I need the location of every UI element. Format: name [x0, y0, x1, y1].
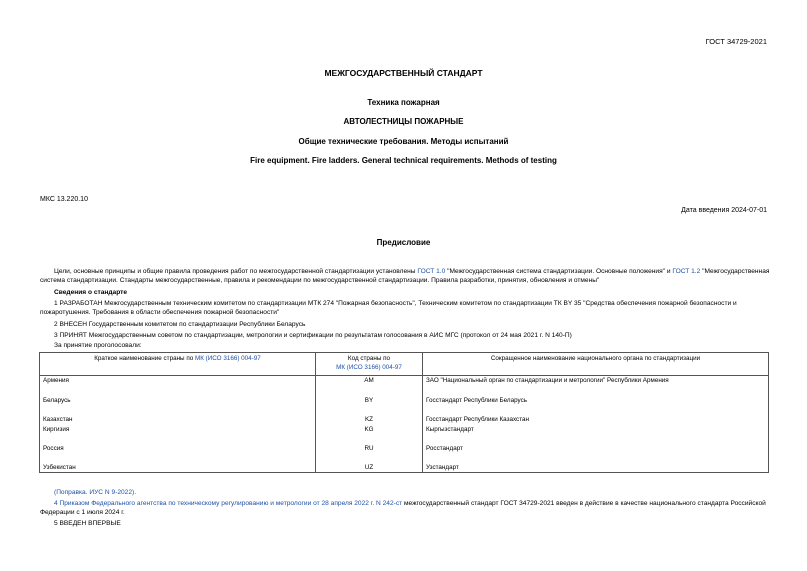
table-row [40, 444, 769, 463]
header-national-body: Сокращенное наименование национального органа по стандартизации [423, 353, 769, 376]
table-row [40, 396, 769, 415]
title-line-2: АВТОЛЕСТНИЦЫ ПОЖАРНЫЕ [343, 117, 464, 126]
cell-code: RU [316, 444, 423, 463]
table-header-row [40, 353, 769, 376]
mk-iso-link[interactable]: МК (ИСО 3166) 004-97 [336, 363, 402, 371]
voting-states-table [39, 352, 769, 473]
preface-item-5 [40, 520, 770, 529]
info-heading: Сведения о стандарте [54, 289, 128, 296]
item-3-text: 3 ПРИНЯТ Межгосударственным советом по стандартизации, метрологии и сертификации по результатам голосования в АИС МГС (протокол от 24 мая 2021 г. N 140-П) [54, 332, 572, 339]
voted-label-row [40, 342, 770, 351]
item-2-text: 2 ВНЕСЕН Государственным комитетом по стандартизации Республики Беларусь [54, 321, 306, 328]
cell-body: Госстандарт Республики Беларусь [423, 396, 769, 415]
preface-item-4 [40, 500, 770, 517]
cell-code: KZ [316, 415, 423, 425]
preface-text: "Межгосударственная система стандартизации. Стандарты межгосударственные, правила и рекомендации по межгосударственной стандартизации. Правила разработки, принятия, обновления и отмены" [40, 268, 770, 284]
preface-paragraph-1 [40, 268, 770, 285]
mk-iso-link[interactable]: МК (ИСО 3166) 004-97 [194, 355, 261, 362]
mks-code: МКС 13.220.10 [40, 196, 88, 203]
cell-code: BY [316, 396, 423, 415]
title-line-3: Общие технические требования. Методы испытаний [298, 137, 509, 146]
table-row [40, 415, 769, 425]
cell-country: Узбекистан [40, 463, 316, 473]
item-4-text: межгосударственный стандарт ГОСТ 34729-2021 введен в действие в качестве национального стандарта Российской Федерации с 1 июля 2024 г. [40, 500, 766, 516]
table-row [40, 425, 769, 444]
document-code: ГОСТ 34729-2021 [705, 37, 767, 46]
preface-item-3 [40, 332, 770, 341]
item-1-text: 1 РАЗРАБОТАН Межгосударственным техническим комитетом по стандартизации МТК 274 "Пожарная безопасность", Техническим комитетом по стандартизации ТК BY 35 "Средства обеспечения пожарной безопасности и пожаротушения. Требования в области обеспечения пожарной безопасности" [40, 300, 737, 316]
section-title-preface: Предисловие [376, 238, 431, 247]
cell-country: Казахстан [40, 415, 316, 425]
correction-link[interactable]: (Поправка. ИУС N 9-2022). [54, 489, 137, 496]
correction-row [40, 489, 770, 498]
preface-text: Цели, основные принципы и общие правила проведения работ по межгосударственной стандартизации установлены [54, 268, 418, 275]
cell-country: Россия [40, 444, 316, 463]
table-row [40, 463, 769, 473]
header-country-code [316, 353, 423, 376]
info-heading-row [40, 289, 770, 298]
introduction-date: Дата введения 2024-07-01 [681, 207, 767, 214]
preface-item-2 [40, 321, 770, 330]
header-code-text: Код страны по [347, 355, 391, 362]
title-english: Fire equipment. Fire ladders. General technical requirements. Methods of testing [250, 156, 557, 165]
header-country-text: Краткое наименование страны по [94, 355, 195, 362]
order-link[interactable]: 4 Приказом Федерального агентства по техническому регулированию и метрологии от 28 апреля 2022 г. N 242-ст [54, 500, 403, 507]
table-row [40, 376, 769, 396]
cell-country: Армения [40, 376, 316, 396]
voted-label: За принятие проголосовали: [54, 342, 142, 349]
preface-text: "Межгосударственная система стандартизации. Основные положения" и [445, 268, 673, 275]
gost-1-2-link[interactable]: ГОСТ 1.2 [672, 268, 701, 275]
header-country-name [40, 353, 316, 376]
preface-item-1 [40, 300, 770, 317]
cell-body: Кыргызстандарт [423, 425, 769, 444]
cell-body: ЗАО "Национальный орган по стандартизации и метрологии" Республики Армения [423, 376, 769, 396]
cell-body: Росстандарт [423, 444, 769, 463]
standard-type-heading: МЕЖГОСУДАРСТВЕННЫЙ СТАНДАРТ [324, 68, 483, 78]
cell-country: Киргизия [40, 425, 316, 444]
cell-body: Узстандарт [423, 463, 769, 473]
cell-code: AM [316, 376, 423, 396]
gost-1-0-link[interactable]: ГОСТ 1.0 [417, 268, 446, 275]
cell-code: UZ [316, 463, 423, 473]
cell-country: Беларусь [40, 396, 316, 415]
item-5-text: 5 ВВЕДЕН ВПЕРВЫЕ [54, 520, 121, 527]
cell-body: Госстандарт Республики Казахстан [423, 415, 769, 425]
title-line-1: Техника пожарная [367, 98, 440, 107]
cell-code: KG [316, 425, 423, 444]
